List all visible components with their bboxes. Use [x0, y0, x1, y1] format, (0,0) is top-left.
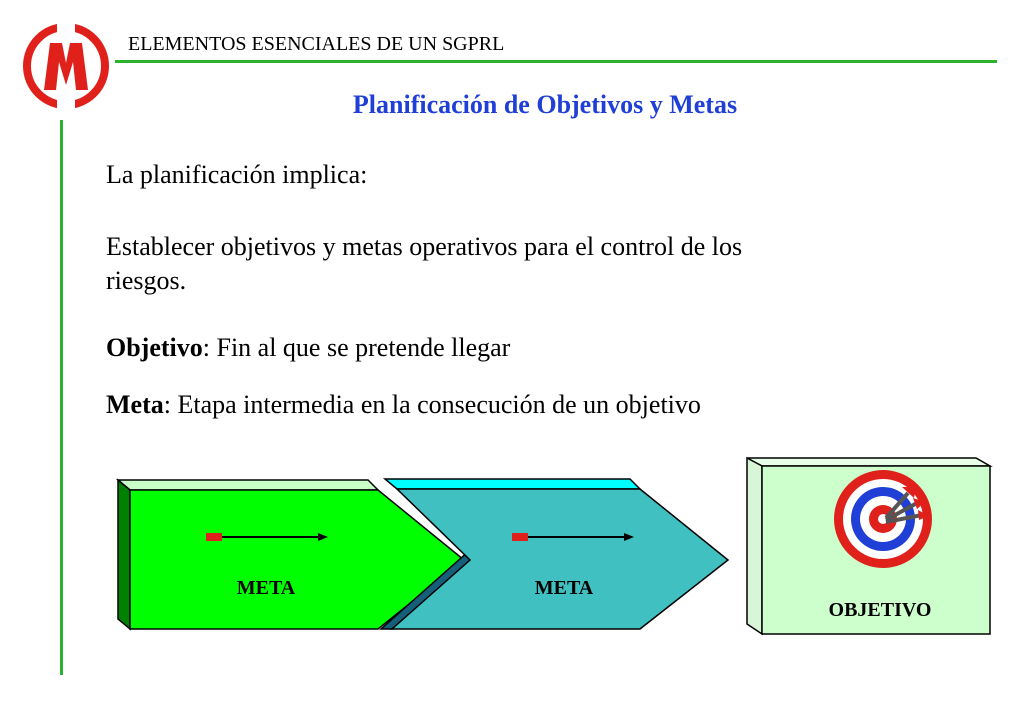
meta-label-1: META: [236, 577, 296, 599]
target-icon: [834, 470, 932, 568]
definition-text: : Etapa intermedia en la consecución de un objetivo: [163, 390, 701, 419]
planning-paragraph-line-1: Establecer objetivos y metas operativos para el control de los: [106, 232, 743, 261]
planning-paragraph-line-2: riesgos.: [106, 266, 187, 295]
definition-term: Objetivo: [106, 333, 203, 362]
definition-text: : Fin al que se pretende llegar: [202, 333, 511, 362]
slide-subtitle: Planificación de Objetivos y Metas: [352, 90, 738, 119]
objetivo-label: OBJETIVO: [828, 599, 932, 621]
intro-text: La planificación implica:: [106, 160, 368, 189]
meta-label-2: META: [534, 577, 594, 599]
header-title: ELEMENTOS ESENCIALES DE UN SGPRL: [128, 33, 505, 55]
definition-term: Meta: [106, 390, 164, 419]
